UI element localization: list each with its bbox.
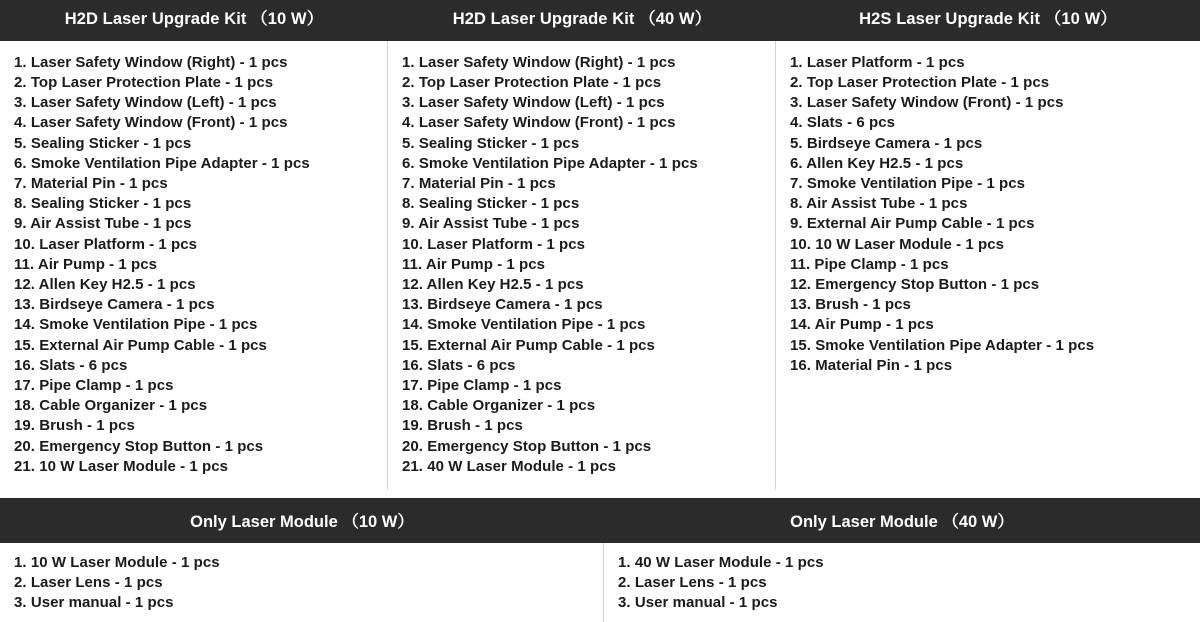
list-item: 3. User manual - 1 pcs bbox=[618, 594, 778, 612]
list-item: 19. Brush - 1 pcs bbox=[402, 417, 523, 435]
module-item-list bbox=[14, 553, 603, 614]
list-item: 3. Laser Safety Window (Left) - 1 pcs bbox=[14, 94, 277, 112]
list-item: 1. Laser Platform - 1 pcs bbox=[790, 53, 965, 71]
list-item: 18. Cable Organizer - 1 pcs bbox=[14, 397, 208, 415]
list-item: 7. Material Pin - 1 pcs bbox=[14, 175, 168, 193]
kit-column-title: H2S Laser Upgrade Kit （10 W） bbox=[776, 0, 1200, 41]
list-item: 2. Laser Lens - 1 pcs bbox=[618, 574, 767, 592]
list-item: 14. Smoke Ventilation Pipe - 1 pcs bbox=[14, 316, 258, 334]
kit-column-title: H2D Laser Upgrade Kit （10 W） bbox=[0, 0, 388, 41]
list-item: 15. External Air Pump Cable - 1 pcs bbox=[402, 336, 655, 354]
list-item: 13. Birdseye Camera - 1 pcs bbox=[14, 296, 215, 314]
list-item: 2. Laser Lens - 1 pcs bbox=[14, 574, 163, 592]
kit-item-list bbox=[14, 53, 387, 477]
kit-column-h2d-40w bbox=[388, 0, 776, 490]
list-item: 9. External Air Pump Cable - 1 pcs bbox=[790, 215, 1035, 233]
list-item: 3. Laser Safety Window (Left) - 1 pcs bbox=[402, 94, 665, 112]
module-column-body bbox=[604, 543, 1200, 622]
kit-column-body bbox=[388, 41, 776, 490]
module-item-list bbox=[618, 553, 1200, 614]
list-item: 20. Emergency Stop Button - 1 pcs bbox=[402, 437, 652, 455]
kit-column-body bbox=[0, 41, 388, 490]
list-item: 3. Laser Safety Window (Front) - 1 pcs bbox=[790, 94, 1064, 112]
list-item: 8. Air Assist Tube - 1 pcs bbox=[790, 195, 968, 213]
list-item: 15. External Air Pump Cable - 1 pcs bbox=[14, 336, 267, 354]
list-item: 19. Brush - 1 pcs bbox=[14, 417, 135, 435]
list-item: 16. Slats - 6 pcs bbox=[402, 356, 516, 374]
list-item: 6. Smoke Ventilation Pipe Adapter - 1 pcs bbox=[402, 154, 698, 172]
list-item: 5. Sealing Sticker - 1 pcs bbox=[402, 134, 580, 152]
list-item: 4. Laser Safety Window (Front) - 1 pcs bbox=[14, 114, 288, 132]
list-item: 4. Laser Safety Window (Front) - 1 pcs bbox=[402, 114, 676, 132]
list-item: 1. Laser Safety Window (Right) - 1 pcs bbox=[14, 53, 288, 71]
list-item: 6. Smoke Ventilation Pipe Adapter - 1 pcs bbox=[14, 154, 310, 172]
list-item: 8. Sealing Sticker - 1 pcs bbox=[402, 195, 580, 213]
list-item: 5. Birdseye Camera - 1 pcs bbox=[790, 134, 983, 152]
list-item: 20. Emergency Stop Button - 1 pcs bbox=[14, 437, 264, 455]
module-column-10w bbox=[0, 498, 604, 612]
list-item: 13. Birdseye Camera - 1 pcs bbox=[402, 296, 603, 314]
module-column-40w bbox=[604, 498, 1200, 612]
list-item: 12. Allen Key H2.5 - 1 pcs bbox=[402, 276, 584, 294]
list-item: 2. Top Laser Protection Plate - 1 pcs bbox=[402, 74, 662, 91]
kit-column-body bbox=[776, 41, 1200, 490]
list-item: 5. Sealing Sticker - 1 pcs bbox=[14, 134, 192, 152]
list-item: 21. 10 W Laser Module - 1 pcs bbox=[14, 457, 229, 475]
list-item: 6. Allen Key H2.5 - 1 pcs bbox=[790, 154, 964, 172]
list-item: 1. Laser Safety Window (Right) - 1 pcs bbox=[402, 53, 676, 71]
list-item: 11. Air Pump - 1 pcs bbox=[402, 255, 545, 273]
list-item: 12. Emergency Stop Button - 1 pcs bbox=[790, 276, 1040, 294]
list-item: 10. Laser Platform - 1 pcs bbox=[14, 235, 198, 253]
list-item: 11. Pipe Clamp - 1 pcs bbox=[790, 255, 949, 273]
module-column-body bbox=[0, 543, 604, 622]
list-item: 18. Cable Organizer - 1 pcs bbox=[402, 397, 596, 415]
kit-column-h2d-10w bbox=[0, 0, 388, 490]
list-item: 7. Material Pin - 1 pcs bbox=[402, 175, 556, 193]
list-item: 21. 40 W Laser Module - 1 pcs bbox=[402, 457, 617, 475]
list-item: 17. Pipe Clamp - 1 pcs bbox=[14, 377, 174, 395]
list-item: 14. Air Pump - 1 pcs bbox=[790, 316, 934, 334]
list-item: 7. Smoke Ventilation Pipe - 1 pcs bbox=[790, 175, 1026, 193]
list-item: 15. Smoke Ventilation Pipe Adapter - 1 pcs bbox=[790, 336, 1095, 354]
list-item: 2. Top Laser Protection Plate - 1 pcs bbox=[14, 74, 274, 91]
kit-column-h2s-10w bbox=[776, 0, 1200, 490]
list-item: 8. Sealing Sticker - 1 pcs bbox=[14, 195, 192, 213]
list-item: 1. 10 W Laser Module - 1 pcs bbox=[14, 554, 220, 571]
list-item: 12. Allen Key H2.5 - 1 pcs bbox=[14, 276, 196, 294]
list-item: 16. Slats - 6 pcs bbox=[14, 356, 128, 374]
list-item: 10. Laser Platform - 1 pcs bbox=[402, 235, 586, 253]
list-item: 13. Brush - 1 pcs bbox=[790, 296, 911, 314]
list-item: 11. Air Pump - 1 pcs bbox=[14, 255, 157, 273]
list-item: 14. Smoke Ventilation Pipe - 1 pcs bbox=[402, 316, 646, 334]
kit-item-list bbox=[790, 53, 1200, 376]
section-divider bbox=[0, 490, 1200, 498]
list-item: 9. Air Assist Tube - 1 pcs bbox=[402, 215, 580, 233]
module-column-title: Only Laser Module （10 W） bbox=[0, 498, 604, 543]
list-item: 1. 40 W Laser Module - 1 pcs bbox=[618, 554, 824, 571]
modules-row bbox=[0, 498, 1200, 612]
list-item: 2. Top Laser Protection Plate - 1 pcs bbox=[790, 74, 1050, 91]
module-column-title: Only Laser Module （40 W） bbox=[604, 498, 1200, 543]
list-item: 4. Slats - 6 pcs bbox=[790, 114, 896, 132]
list-item: 9. Air Assist Tube - 1 pcs bbox=[14, 215, 192, 233]
list-item: 16. Material Pin - 1 pcs bbox=[790, 356, 953, 374]
list-item: 17. Pipe Clamp - 1 pcs bbox=[402, 377, 562, 395]
list-item: 3. User manual - 1 pcs bbox=[14, 594, 174, 612]
kit-item-list bbox=[402, 53, 775, 477]
list-item: 10. 10 W Laser Module - 1 pcs bbox=[790, 235, 1005, 253]
kit-column-title: H2D Laser Upgrade Kit （40 W） bbox=[388, 0, 776, 41]
